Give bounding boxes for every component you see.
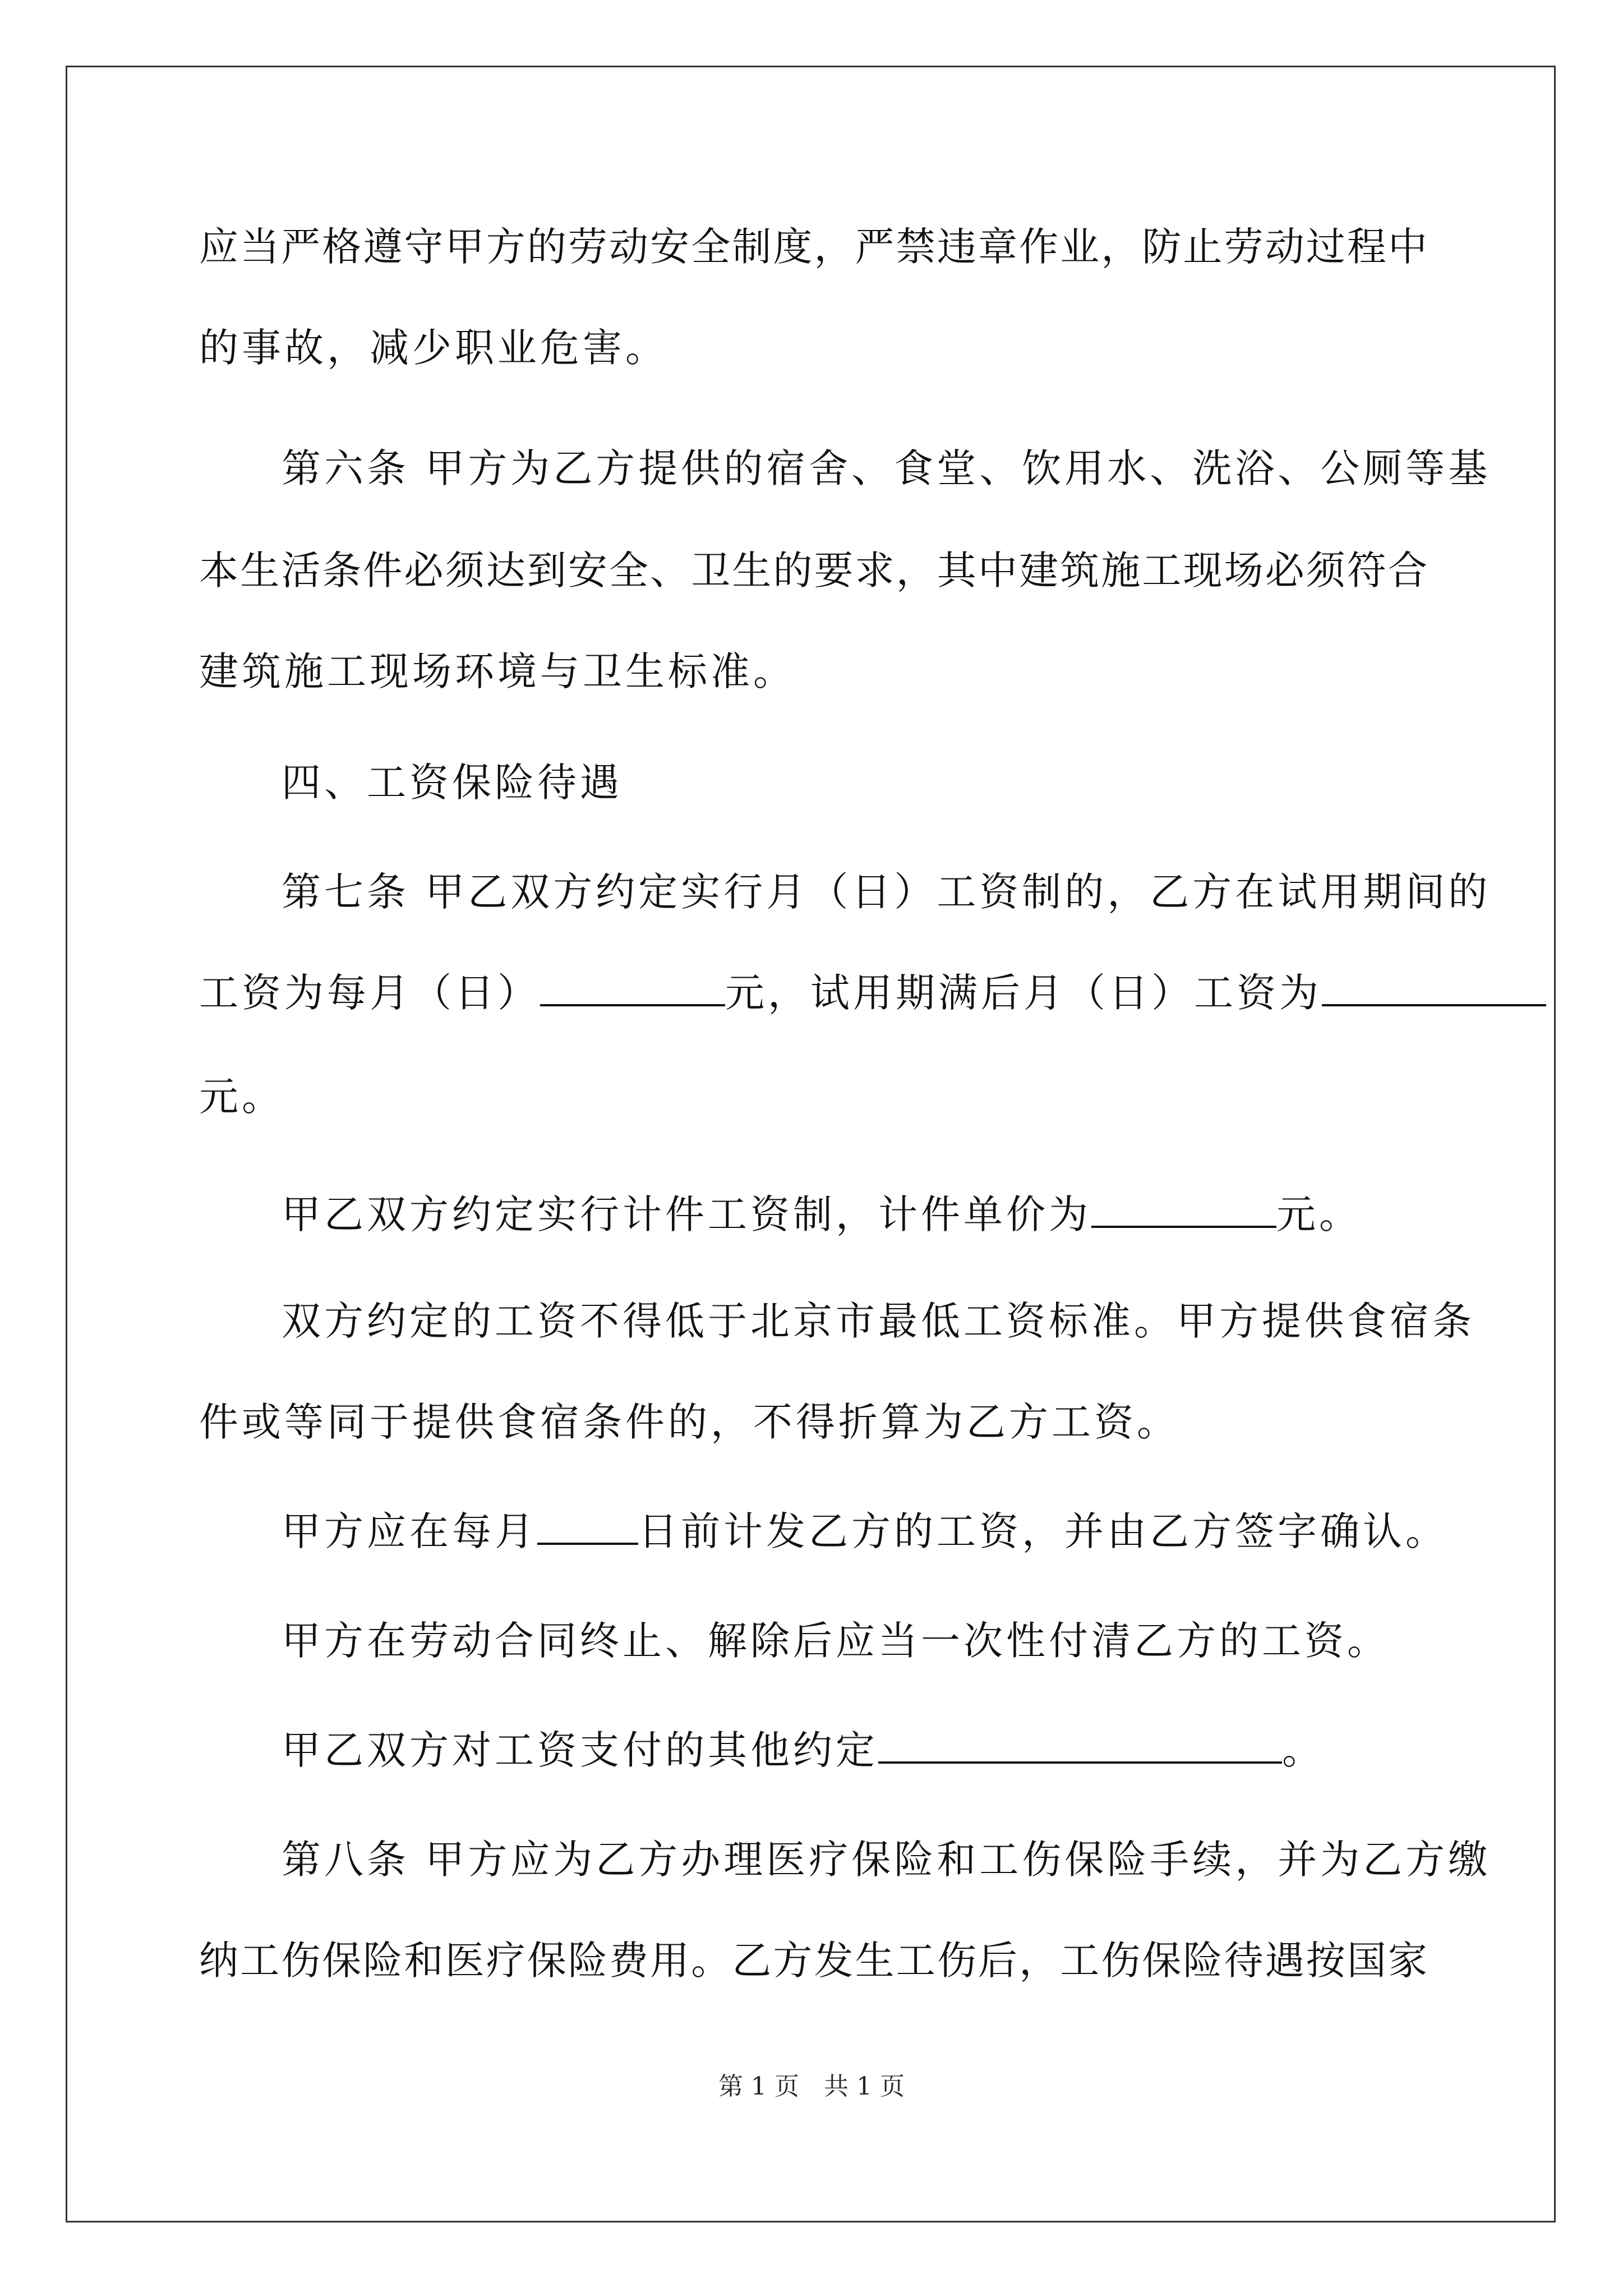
paragraph-line: 件或等同于提供食宿条件的，不得折算为乙方工资。: [199, 1399, 1179, 1445]
paragraph-line: 元。: [199, 1074, 284, 1120]
other-agreement-blank[interactable]: [878, 1722, 1282, 1764]
paragraph-line: 双方约定的工资不得低于北京市最低工资标准。甲方提供食宿条: [282, 1298, 1475, 1344]
paragraph-line: 应当严格遵守甲方的劳动安全制度，严禁违章作业，防止劳动过程中: [199, 224, 1427, 270]
trial-salary-blank[interactable]: [540, 965, 725, 1006]
regular-salary-blank[interactable]: [1322, 965, 1546, 1006]
article-6-line: 第六条 甲方为乙方提供的宿舍、食堂、饮用水、洗浴、公厕等基: [282, 445, 1491, 491]
pay-date-line: [282, 1501, 1448, 1562]
pay-date-text: 甲方应在每月: [282, 1508, 537, 1554]
paragraph-line: 本生活条件必须达到安全、卫生的要求，其中建筑施工现场必须符合: [199, 547, 1427, 593]
salary-line: [199, 962, 1546, 1024]
section-heading: 四、工资保险待遇: [282, 760, 623, 806]
article-8-line: 第八条 甲方应为乙方办理医疗保险和工伤保险手续，并为乙方缴: [282, 1837, 1491, 1883]
pay-date-text: 日前计发乙方的工资，并由乙方签字确认。: [638, 1508, 1448, 1554]
paragraph-line: 建筑施工现场环境与卫生标准。: [199, 648, 796, 694]
piece-rate-text: 甲乙双方约定实行计件工资制，计件单价为: [282, 1191, 1091, 1237]
other-agreement-text: 。: [1282, 1727, 1325, 1773]
salary-text: 工资为每月（日）: [199, 970, 540, 1016]
paragraph-line: 的事故，减少职业危害。: [199, 325, 668, 371]
page-number-footer: 第 1 页 共 1 页: [718, 2072, 905, 2101]
salary-text: 元，试用期满后月（日）工资为: [725, 970, 1322, 1016]
page-border: [66, 66, 1556, 2223]
piece-rate-text: 元。: [1276, 1191, 1362, 1237]
pay-day-blank[interactable]: [537, 1503, 638, 1545]
piece-rate-blank[interactable]: [1091, 1186, 1276, 1228]
other-agreement-line: [282, 1719, 1325, 1781]
paragraph-line: 纳工伤保险和医疗保险费用。乙方发生工伤后，工伤保险待遇按国家: [199, 1938, 1427, 1984]
piece-rate-line: [282, 1184, 1362, 1245]
paragraph-line: 甲方在劳动合同终止、解除后应当一次性付清乙方的工资。: [282, 1618, 1390, 1664]
article-7-line: 第七条 甲乙双方约定实行月（日）工资制的，乙方在试用期间的: [282, 869, 1491, 915]
other-agreement-text: 甲乙双方对工资支付的其他约定: [282, 1727, 878, 1773]
